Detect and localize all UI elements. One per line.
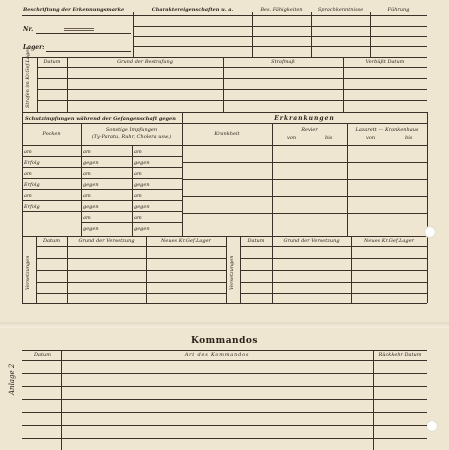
nr-hatch: [64, 30, 94, 31]
kommandos-row-rule: [22, 399, 427, 400]
erkr-revier: Revier: [301, 127, 318, 133]
impf-gegen: gegen: [83, 226, 99, 232]
kommandos-top-rule: [22, 350, 427, 351]
erkr-title: Erkrankungen: [274, 115, 335, 122]
strafen-bottom-rule: [22, 112, 427, 113]
vers-row-rule: [36, 293, 226, 294]
top-divider: [311, 12, 312, 57]
kommandos-divider: [373, 350, 374, 450]
paper-fold: [0, 322, 449, 328]
strafen-border: [22, 57, 23, 112]
impf-am: am: [24, 171, 32, 177]
kommandos-row-rule: [22, 373, 427, 374]
kommandos-header-rule: [22, 360, 427, 361]
vers-header-rule: [240, 246, 427, 247]
impf-row-rule: [22, 211, 182, 212]
erkr-bis: bis: [405, 135, 413, 141]
vers-datum: Datum: [43, 238, 60, 244]
erkr-row-rule: [182, 162, 427, 163]
anlage-label: Anlage 2: [8, 363, 16, 395]
erkr-row-rule: [182, 179, 427, 180]
impf-erfolg: Erfolg: [24, 160, 40, 166]
impf-sonstige: Sonstige Impfungen: [105, 127, 158, 133]
erkr-bis: bis: [325, 135, 333, 141]
nr-label: Nr.: [23, 26, 34, 33]
impf-am: am: [134, 193, 142, 199]
vers-side-label: Versetzungen: [25, 255, 31, 290]
strafen-row-rule: [37, 100, 427, 101]
impf-am: am: [83, 171, 91, 177]
strafen-strafmass: Strafmaß: [271, 59, 295, 65]
strafen-divider: [37, 57, 38, 112]
strafen-header-rule: [37, 67, 427, 68]
erkr-row-rule: [182, 213, 427, 214]
punch-hole: [424, 226, 436, 238]
vers-border: [22, 236, 23, 303]
strafen-verbuesst: Verbüßt Datum: [365, 59, 405, 65]
impf-row-rule: [22, 200, 182, 201]
impf-am: am: [134, 215, 142, 221]
strafen-row-rule: [37, 78, 427, 79]
impf-row-rule: [22, 178, 182, 179]
impf-erfolg: Erfolg: [24, 182, 40, 188]
lager-label: Lager:: [23, 44, 45, 51]
impf-row-rule: [22, 156, 182, 157]
impf-row-rule: [81, 222, 182, 223]
vers-side-label: Versetzungen: [229, 255, 235, 290]
strafen-divider: [223, 57, 224, 112]
kommandos-art: Art des Kommandos: [184, 352, 250, 358]
top-divider: [370, 12, 371, 57]
impf-gegen: gegen: [83, 204, 99, 210]
impf-gegen: gegen: [83, 160, 99, 166]
strafen-datum: Datum: [43, 59, 61, 65]
strafen-divider: [343, 57, 344, 112]
faehigkeiten-label: Bes. Fähigkeiten: [260, 7, 303, 13]
impf-gegen: gegen: [134, 204, 150, 210]
impf-bottom-rule: [22, 236, 427, 237]
vers-neues: Neues Kr.Gef.Lager: [161, 238, 211, 244]
impf-sonstige-detail: (Ty-Paratu, Ruhr, Cholera usw.): [91, 134, 172, 140]
impf-header-rule: [22, 145, 427, 146]
impf-pocken: Pocken: [42, 131, 61, 137]
impf-am: am: [83, 215, 91, 221]
vers-divider: [226, 236, 227, 303]
erkr-title-rule: [182, 123, 427, 124]
impf-title-rule: [22, 123, 182, 124]
kommandos-row-rule: [22, 425, 427, 426]
vers-neues: Neues Kr.Gef.Lager: [364, 238, 414, 244]
vers-datum: Datum: [247, 238, 265, 244]
fuehrung-label: Führung: [387, 7, 410, 13]
impf-am: am: [83, 149, 91, 155]
kommandos-datum: Datum: [34, 352, 51, 358]
impf-am: am: [24, 193, 32, 199]
beschriftung-label: Beschriftung der Erkennungsmarke: [23, 7, 125, 13]
charakter-label: Charaktereigenschaften u. a.: [151, 7, 234, 13]
kommandos-row-rule: [22, 438, 427, 439]
erkr-von: von: [287, 135, 297, 141]
kommandos-row-rule: [22, 412, 427, 413]
sprach-label: Sprachkenntnisse: [317, 7, 364, 13]
strafen-row-rule: [37, 89, 427, 90]
vers-bottom-rule: [22, 303, 427, 304]
erkr-row-rule: [182, 196, 427, 197]
top-header-rule: [22, 15, 427, 16]
kommandos-title: Kommandos: [191, 336, 258, 346]
punch-hole: [426, 420, 438, 432]
vers-row-rule: [36, 258, 226, 259]
vers-row-rule: [240, 270, 427, 271]
strafen-divider: [67, 57, 68, 112]
impf-gegen: gegen: [134, 182, 150, 188]
impf-am: am: [24, 149, 32, 155]
impf-row-rule: [22, 189, 182, 190]
strafen-side-label: Strafen im Kr.Gef.Lager: [25, 47, 31, 108]
kommandos-divider: [61, 350, 62, 450]
erkr-von: von: [366, 135, 376, 141]
impf-row-rule: [22, 167, 182, 168]
nr-line: [36, 33, 131, 34]
erkr-border: [427, 112, 428, 236]
top-divider: [133, 12, 134, 57]
top-row-rule: [133, 36, 427, 37]
impf-am: am: [134, 171, 142, 177]
impf-gegen: gegen: [134, 226, 150, 232]
kommandos-rueckkehr: Rückkehr Datum: [378, 352, 422, 358]
lager-line: [46, 51, 131, 52]
vers-row-rule: [240, 282, 427, 283]
nr-hatch: [64, 28, 94, 29]
vers-grund: Grund der Versetzung: [283, 238, 340, 244]
vers-header-rule: [36, 246, 226, 247]
erkr-lazarett: Lazarett — Krankenhaus: [355, 127, 419, 133]
vers-row-rule: [36, 282, 226, 283]
strafen-grund: Grund der Bestrafung: [117, 59, 173, 65]
vers-row-rule: [36, 270, 226, 271]
vers-border: [427, 236, 428, 303]
top-row-rule: [133, 26, 427, 27]
vers-grund: Grund der Versetzung: [78, 238, 135, 244]
impf-am: am: [134, 149, 142, 155]
impf-gegen: gegen: [83, 182, 99, 188]
impf-am: am: [83, 193, 91, 199]
vers-row-rule: [240, 258, 427, 259]
top-bottom-rule: [22, 57, 427, 58]
erkr-krankheit: Krankheit: [214, 131, 240, 137]
impf-title: Schutzimpfungen während der Gefangenschaft gegen: [25, 116, 176, 122]
impf-gegen: gegen: [134, 160, 150, 166]
top-row-rule: [133, 46, 427, 47]
kommandos-row-rule: [22, 386, 427, 387]
vers-row-rule: [240, 293, 427, 294]
top-divider: [252, 12, 253, 57]
impf-erfolg: Erfolg: [24, 204, 40, 210]
